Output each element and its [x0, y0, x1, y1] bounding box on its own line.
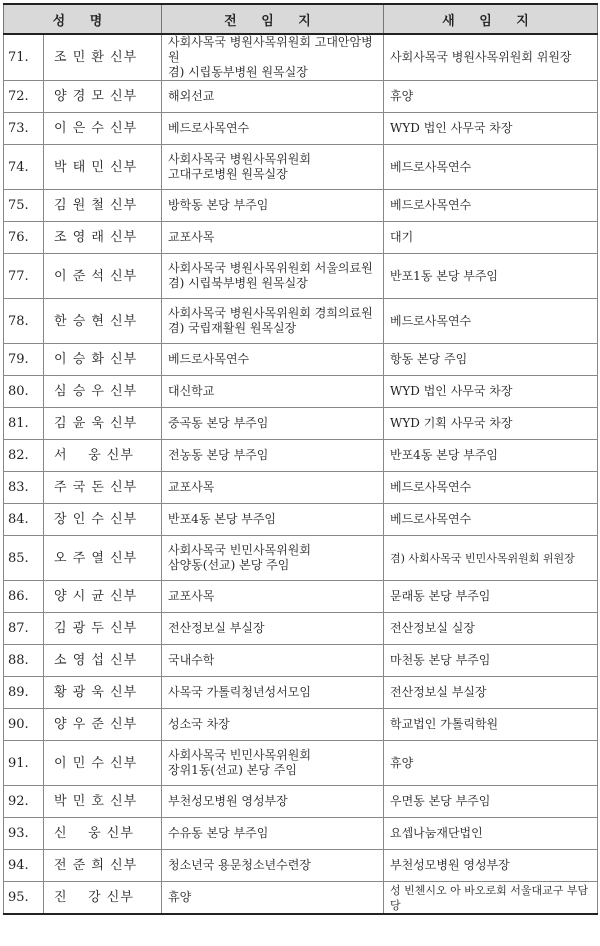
priest-name: 김 광 두 신부	[44, 613, 162, 645]
priest-name: 조 민 환 신부	[44, 34, 162, 81]
table-row	[4, 850, 598, 882]
row-number: 90.	[4, 709, 44, 741]
row-number: 82.	[4, 440, 44, 472]
new-post: 베드로사목연수	[384, 472, 598, 504]
new-post: 우면동 본당 부주임	[384, 786, 598, 818]
new-post: 대기	[384, 222, 598, 254]
new-post: 요셉나눔재단법인	[384, 818, 598, 850]
row-number: 93.	[4, 818, 44, 850]
row-number: 79.	[4, 344, 44, 376]
table-row	[4, 818, 598, 850]
row-number: 73.	[4, 113, 44, 145]
table-row	[4, 741, 598, 786]
table-row	[4, 376, 598, 408]
row-number: 83.	[4, 472, 44, 504]
new-post: 전산정보실 부실장	[384, 677, 598, 709]
priest-name: 소 영 섭 신부	[44, 645, 162, 677]
new-post: 항동 본당 주임	[384, 344, 598, 376]
header-row	[4, 4, 598, 34]
row-number: 86.	[4, 581, 44, 613]
row-number: 92.	[4, 786, 44, 818]
new-post: 베드로사목연수	[384, 504, 598, 536]
previous-post: 청소년국 용문청소년수련장	[162, 850, 384, 882]
previous-post: 반포4동 본당 부주임	[162, 504, 384, 536]
table-row	[4, 299, 598, 344]
document-page	[3, 3, 597, 915]
row-number: 84.	[4, 504, 44, 536]
previous-post: 휴양	[162, 882, 384, 915]
priest-name: 심 승 우 신부	[44, 376, 162, 408]
table-row	[4, 677, 598, 709]
row-number: 89.	[4, 677, 44, 709]
previous-post: 전산정보실 부실장	[162, 613, 384, 645]
row-number: 80.	[4, 376, 44, 408]
table-row	[4, 190, 598, 222]
new-post: 베드로사목연수	[384, 190, 598, 222]
row-number: 94.	[4, 850, 44, 882]
priest-name: 황 광 욱 신부	[44, 677, 162, 709]
new-post: 휴양	[384, 741, 598, 786]
new-post: 사회사목국 병원사목위원회 위원장	[384, 34, 598, 81]
new-post: 휴양	[384, 81, 598, 113]
previous-post: 사회사목국 병원사목위원회 경희의료원 겸) 국립재활원 원목실장	[162, 299, 384, 344]
row-number: 81.	[4, 408, 44, 440]
table-row	[4, 645, 598, 677]
new-post: 전산정보실 실장	[384, 613, 598, 645]
row-number: 77.	[4, 254, 44, 299]
previous-post: 교포사목	[162, 222, 384, 254]
new-post: 베드로사목연수	[384, 145, 598, 190]
header-previous-post: 전 임 지	[162, 4, 384, 34]
new-post: 겸) 사회사목국 빈민사목위원회 위원장	[384, 536, 598, 581]
table-row	[4, 113, 598, 145]
new-post: 마천동 본당 부주임	[384, 645, 598, 677]
priest-name: 이 은 수 신부	[44, 113, 162, 145]
new-post: 베드로사목연수	[384, 299, 598, 344]
priest-name: 진 강 신부	[44, 882, 162, 915]
new-post: WYD 기획 사무국 차장	[384, 408, 598, 440]
table-row	[4, 34, 598, 81]
previous-post: 수유동 본당 부주임	[162, 818, 384, 850]
table-row	[4, 344, 598, 376]
table-row	[4, 504, 598, 536]
row-number: 85.	[4, 536, 44, 581]
priest-name: 박 민 호 신부	[44, 786, 162, 818]
new-post: 문래동 본당 부주임	[384, 581, 598, 613]
previous-post: 성소국 차장	[162, 709, 384, 741]
previous-post: 사회사목국 병원사목위원회 고대안암병원 겸) 시립동부병원 원목실장	[162, 34, 384, 81]
previous-post: 사회사목국 빈민사목위원회 장위1동(선교) 본당 주임	[162, 741, 384, 786]
priest-name: 이 승 화 신부	[44, 344, 162, 376]
previous-post: 전농동 본당 부주임	[162, 440, 384, 472]
priest-name: 이 준 석 신부	[44, 254, 162, 299]
priest-name: 장 인 수 신부	[44, 504, 162, 536]
priest-name: 한 승 현 신부	[44, 299, 162, 344]
previous-post: 베드로사목연수	[162, 113, 384, 145]
priest-name: 이 민 수 신부	[44, 741, 162, 786]
new-post: 반포4동 본당 부주임	[384, 440, 598, 472]
new-post: 반포1동 본당 부주임	[384, 254, 598, 299]
row-number: 72.	[4, 81, 44, 113]
previous-post: 교포사목	[162, 472, 384, 504]
priest-name: 오 주 열 신부	[44, 536, 162, 581]
assignment-table	[3, 3, 598, 915]
row-number: 75.	[4, 190, 44, 222]
priest-name: 주 국 돈 신부	[44, 472, 162, 504]
new-post: 성 빈첸시오 아 바오로회 서울대교구 부담당	[384, 882, 598, 915]
previous-post: 사회사목국 병원사목위원회 서울의료원 겸) 시립북부병원 원목실장	[162, 254, 384, 299]
table-row	[4, 581, 598, 613]
new-post: 부천성모병원 영성부장	[384, 850, 598, 882]
row-number: 88.	[4, 645, 44, 677]
priest-name: 서 웅 신부	[44, 440, 162, 472]
row-number: 78.	[4, 299, 44, 344]
row-number: 95.	[4, 882, 44, 915]
previous-post: 사회사목국 병원사목위원회 고대구로병원 원목실장	[162, 145, 384, 190]
table-row	[4, 472, 598, 504]
table-row	[4, 536, 598, 581]
previous-post: 교포사목	[162, 581, 384, 613]
priest-name: 박 태 민 신부	[44, 145, 162, 190]
priest-name: 양 경 모 신부	[44, 81, 162, 113]
priest-name: 조 영 래 신부	[44, 222, 162, 254]
previous-post: 사목국 가톨릭청년성서모임	[162, 677, 384, 709]
table-row	[4, 222, 598, 254]
previous-post: 해외선교	[162, 81, 384, 113]
header-new-post: 새 임 지	[384, 4, 598, 34]
row-number: 87.	[4, 613, 44, 645]
table-row	[4, 440, 598, 472]
row-number: 91.	[4, 741, 44, 786]
header-name: 성 명	[4, 4, 162, 34]
priest-name: 양 시 균 신부	[44, 581, 162, 613]
priest-name: 신 웅 신부	[44, 818, 162, 850]
previous-post: 중곡동 본당 부주임	[162, 408, 384, 440]
table-row	[4, 145, 598, 190]
table-row	[4, 882, 598, 915]
table-row	[4, 408, 598, 440]
table-row	[4, 81, 598, 113]
previous-post: 국내수학	[162, 645, 384, 677]
priest-name: 김 윤 욱 신부	[44, 408, 162, 440]
table-row	[4, 613, 598, 645]
new-post: WYD 법인 사무국 차장	[384, 113, 598, 145]
new-post: WYD 법인 사무국 차장	[384, 376, 598, 408]
row-number: 74.	[4, 145, 44, 190]
table-row	[4, 709, 598, 741]
previous-post: 사회사목국 빈민사목위원회 삼양동(선교) 본당 주임	[162, 536, 384, 581]
row-number: 76.	[4, 222, 44, 254]
row-number: 71.	[4, 34, 44, 81]
previous-post: 대신학교	[162, 376, 384, 408]
new-post: 학교법인 가톨릭학원	[384, 709, 598, 741]
priest-name: 김 원 철 신부	[44, 190, 162, 222]
table-row	[4, 786, 598, 818]
previous-post: 방학동 본당 부주임	[162, 190, 384, 222]
previous-post: 부천성모병원 영성부장	[162, 786, 384, 818]
table-row	[4, 254, 598, 299]
priest-name: 양 우 준 신부	[44, 709, 162, 741]
table-body	[4, 34, 598, 914]
priest-name: 전 준 희 신부	[44, 850, 162, 882]
previous-post: 베드로사목연수	[162, 344, 384, 376]
